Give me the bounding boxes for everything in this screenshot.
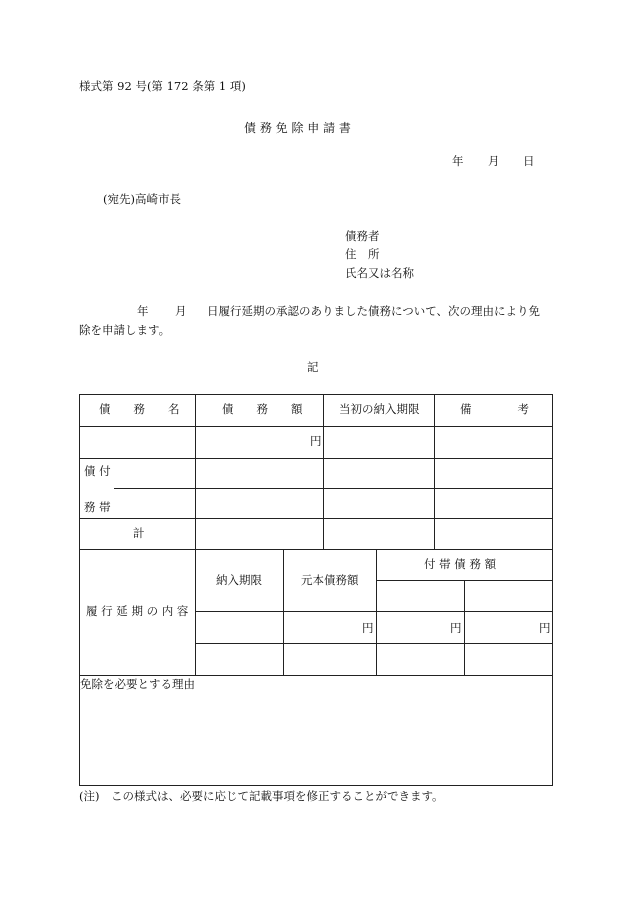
rule-col-3 [434,394,435,550]
rule-row-3 [195,488,553,489]
rule-ext-col-4 [464,580,465,676]
body-line2: 除を申請します。 [79,323,171,337]
yen-unit-incidental-2: 円 [539,621,551,635]
yen-unit-incidental-1: 円 [450,621,462,635]
body-line1: 日履行延期の承認のありました債務について、次の理由により免 [207,304,541,318]
extension-content-label: 履 行 延 期 の 内 容 [86,604,189,618]
name-label: 氏名又は名称 [345,266,414,280]
date-day-label: 日 [523,154,535,168]
principal-amount-label: 元本債務額 [301,573,359,587]
table-border-bottom [79,785,553,786]
incidental-label-bottom: 務 帯 [84,500,111,514]
incidental-label-top: 債 付 [84,464,111,478]
date-year-label: 年 [452,154,464,168]
rule-reason-top [79,675,553,676]
note: (注) この様式は、必要に応じて記載事項を修正することができます。 [79,789,444,803]
payment-due-label: 納入期限 [216,573,262,587]
debtor-label: 債務者 [345,229,380,243]
rule-row-1 [79,426,553,427]
body-year: 年 [137,304,149,318]
table-border-right [552,394,553,786]
header-debt-amount: 債 務 額 [222,402,303,416]
date-month-label: 月 [488,154,500,168]
header-remarks: 備 考 [460,402,529,416]
addressee: (宛先)高崎市長 [103,192,181,206]
ki-heading: 記 [307,360,319,374]
rule-row-5 [79,549,553,550]
rule-ext-col-1 [195,549,196,676]
incidental-amount-label: 付 帯 債 務 額 [424,557,497,571]
header-debt-name: 債 務 名 [99,402,180,416]
body-month: 月 [175,304,187,318]
rule-ext-row-2 [195,643,553,644]
form-number: 様式第 92 号(第 172 条第 1 項) [79,79,246,93]
rule-col-2 [323,394,324,550]
table-border-left [79,394,80,786]
rule-ext-col-2 [283,549,284,676]
rule-incidental-split [114,488,195,489]
rule-row-4 [79,518,553,519]
rule-ext-col-3 [376,549,377,676]
yen-unit-principal: 円 [362,621,374,635]
address-label: 住 所 [345,247,380,261]
table-border-top [79,394,553,395]
total-label: 計 [133,526,145,540]
yen-unit-debt-amount: 円 [310,434,322,448]
debt-exemption-table [79,394,553,786]
reason-label: 免除を必要とする理由 [80,677,195,691]
header-original-due: 当初の納入期限 [339,402,420,416]
rule-col-1 [195,394,196,550]
document-title: 債 務 免 除 申 請 書 [244,121,351,135]
rule-row-2 [79,458,553,459]
rule-ext-row-1 [195,611,553,612]
